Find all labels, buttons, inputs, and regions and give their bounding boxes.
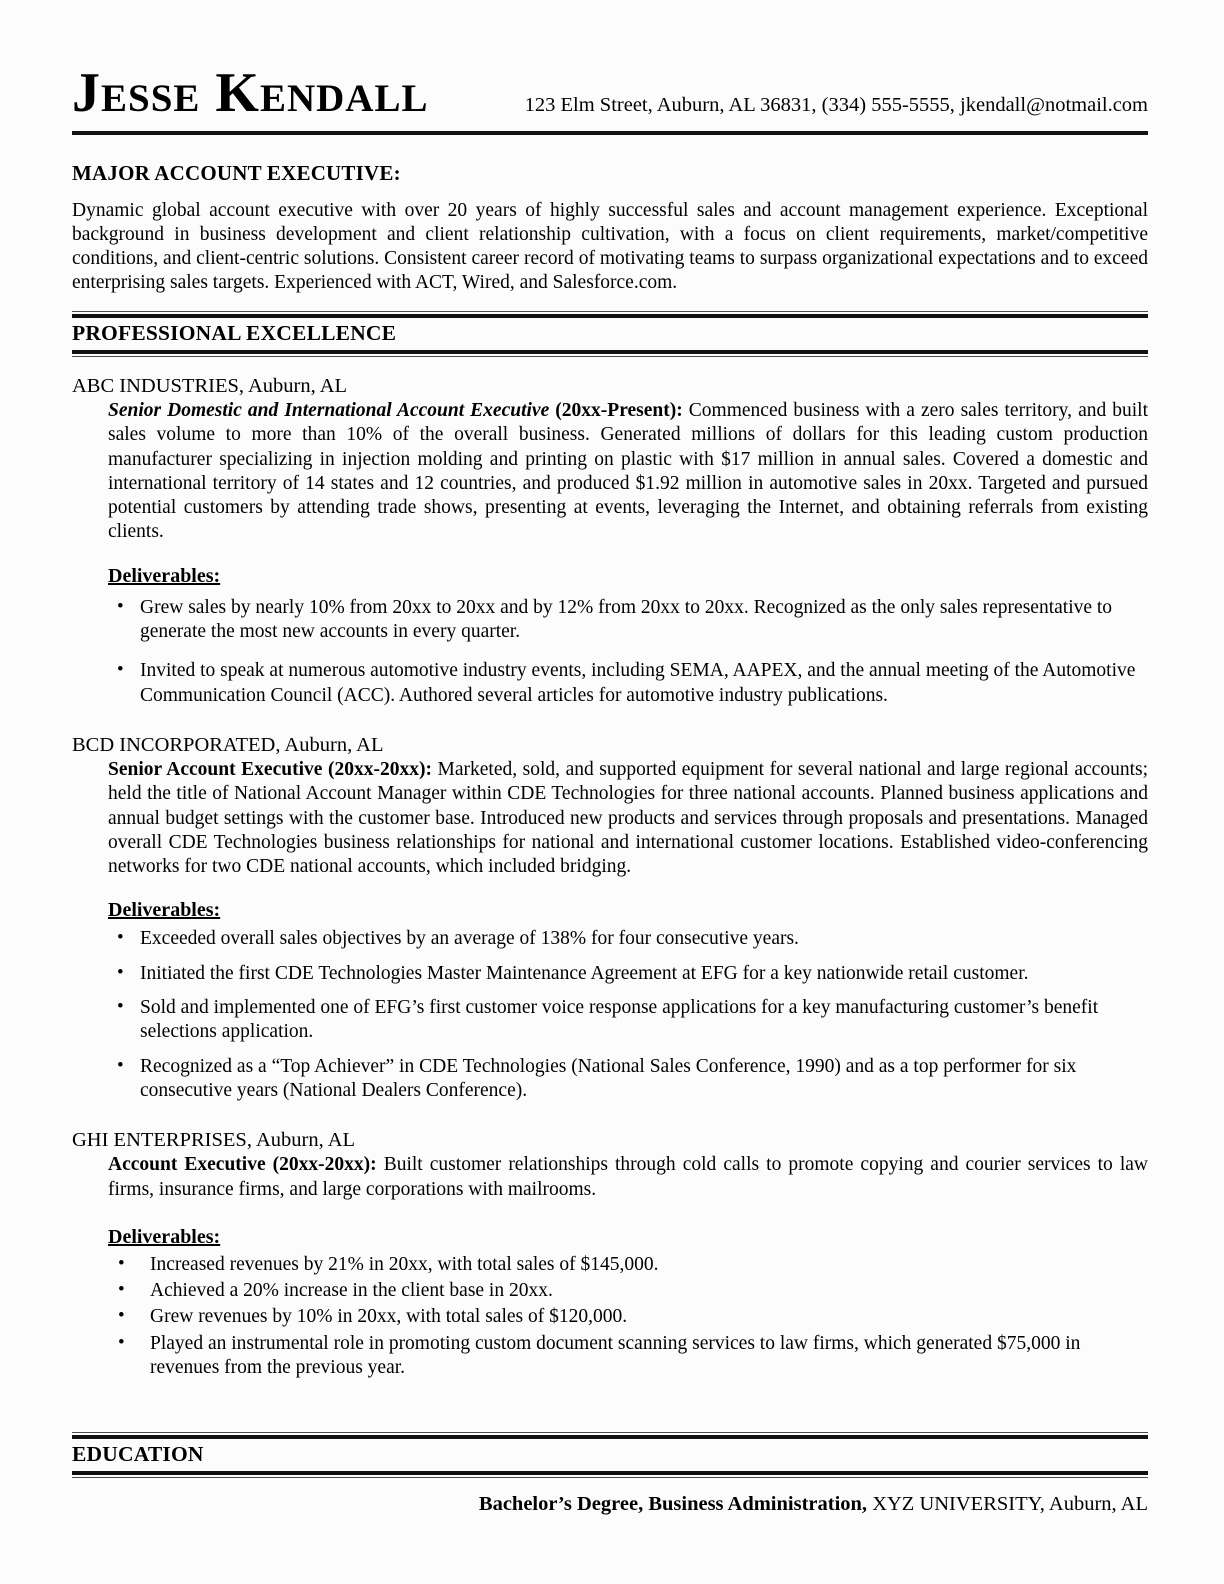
company-name: ABC INDUSTRIES, Auburn, AL [72,375,348,397]
objective-section [72,161,1148,295]
deliverable-item: • Played an instrumental role in promoting custom document scanning services to law firms, which generated $75,000 in revenues from the previous year. [108,1332,1148,1381]
degree-text: Bachelor’s Degree, Business Administration, [478,1493,868,1516]
deliverable-item: • Exceeded overall sales objectives by an average of 138% for four consecutive years. [108,927,1148,951]
professional-excellence-heading: PROFESSIONAL EXCELLENCE [72,321,397,345]
rule-thick [72,350,1148,354]
deliverables-list [108,927,1148,1103]
job-title: Account Executive [108,1154,266,1176]
deliverable-item: • Achieved a 20% increase in the client base in 20xx. [108,1279,1148,1303]
job-summary-text: Marketed, sold, and supported equipment for several national and large regional accounts; held the title of National Account Manager within CDE Technologies for three national accounts. Planned business applications and annual budget settings with the customer base. Introduced new products and services through proposals and presentations. Managed overall CDE Technologies business relationships for national and international customer locations. Established video-conferencing networks for two CDE national accounts, which included bridging. [108,758,1149,878]
deliverables-heading: Deliverables: [108,899,221,922]
job-dates: (20xx-20xx): [327,758,432,780]
header [72,62,1148,135]
company-name: GHI ENTERPRISES, Auburn, AL [72,1129,356,1152]
job-title: Senior Domestic and International Account Executive [108,400,550,421]
deliverables-heading: Deliverables: [108,564,221,587]
objective-summary: Dynamic global account executive with over 20 years of highly successful sales and account management experience. Exceptional background in business development and client relationship cultivation, with a focus on client requirements, market/competitive conditions, and client-centric solutions. Consistent career record of motivating teams to surpass organizational expectations and to exceed enterprising sales targets. Experienced with ACT, Wired, and Salesforce.com. [72,200,1148,293]
deliverable-item: • Grew revenues by 10% in 20xx, with total sales of $120,000. [108,1305,1148,1329]
objective-heading: MAJOR ACCOUNT EXECUTIVE: [72,161,401,185]
job-title: Senior Account Executive [108,758,323,780]
job-summary-text: Built customer relationships through cold calls to promote copying and courier services to law firms, insurance firms, and large corporations with mailrooms. [108,1154,1148,1200]
education-line [72,1493,1148,1516]
deliverable-item: • Increased revenues by 21% in 20xx, with total sales of $145,000. [108,1253,1148,1277]
deliverable-item: • Sold and implemented one of EFG’s first customer voice response applications for a key manufacturing customer’s benefit selections application. [108,996,1148,1045]
deliverables-list [108,596,1148,708]
job-description [108,758,1148,879]
deliverable-item: • Grew sales by nearly 10% from 20xx to 20xx and by 12% from 20xx to 20xx. Recognized as the only sales representative to generate the most new accounts in every quarter. [108,596,1148,645]
deliverable-item: • Invited to speak at numerous automotive industry events, including SEMA, AAPEX, and the annual meeting of the Automotive Communication Council (ACC). Authored several articles for automotive industry publications. [108,659,1148,708]
rule-thin [72,1432,1148,1433]
education-heading: EDUCATION [72,1442,204,1467]
deliverable-item: • Recognized as a “Top Achiever” in CDE Technologies (National Sales Conference, 1990) and as a top performer for six consecutive years (National Dealers Conference). [108,1055,1148,1104]
deliverables-heading: Deliverables: [108,1225,221,1248]
job-ghi-enterprises [72,1129,1148,1380]
rule-thin [72,311,1148,312]
header-divider [72,131,1148,135]
experience-section [72,375,1148,1380]
candidate-name: Jesse Kendall [72,62,429,124]
job-summary-text: Commenced business with a zero sales territory, and built sales volume to more than 10% of the overall business. Generated millions of dollars for this leading custom production manufacturer specializing in injection molding and printing on plastic with $17 million in annual sales. Covered a domestic and international territory of 14 states and 12 countries, and produced $1.92 million in automotive sales in 20xx. Targeted and pursued potential customers by attending trade shows, presenting at events, leveraging the Internet, and obtaining referrals from existing clients. [108,400,1149,543]
job-bcd-incorporated [72,734,1148,1103]
rule-thin [72,356,1148,357]
header-row [72,62,1148,124]
job-description [108,399,1148,545]
education-band [72,1432,1148,1478]
job-dates: (20xx-20xx): [272,1154,377,1176]
school-text: XYZ UNIVERSITY, Auburn, AL [872,1493,1148,1516]
deliverable-item: • Initiated the first CDE Technologies Master Maintenance Agreement at EFG for a key nationwide retail customer. [108,962,1148,986]
contact-info: 123 Elm Street, Auburn, AL 36831, (334) 555-5555, jkendall@notmail.com [524,94,1148,116]
company-name: BCD INCORPORATED, Auburn, AL [72,733,384,756]
rule-thick [72,1471,1148,1475]
job-dates: (20xx-Present): [555,400,683,421]
rule-thin [72,1477,1148,1478]
deliverables-list [108,1253,1148,1380]
professional-excellence-band [72,311,1148,357]
job-description [108,1153,1148,1202]
job-abc-industries [72,375,1148,708]
